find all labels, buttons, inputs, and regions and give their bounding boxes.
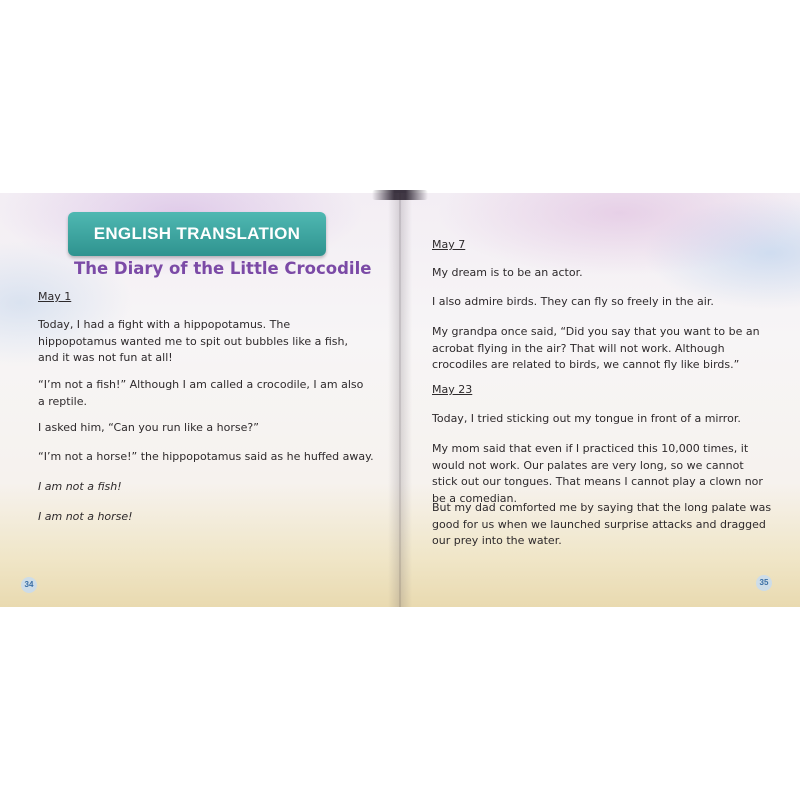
entry-date-may-1: May 1 — [38, 290, 72, 303]
story-title: The Diary of the Little Crocodile — [74, 259, 372, 278]
paragraph: Today, I had a fight with a hippopotamus. The hippopotamus wanted me to spit out bubbles like a fish, and it was not fun at all! — [38, 318, 348, 364]
right-page — [401, 193, 800, 607]
entry-date-may-23: May 23 — [432, 383, 473, 396]
italic-line: I am not a fish! — [38, 480, 122, 493]
paragraph: “I’m not a fish!” Although I am called a crocodile, I am also a reptile. — [38, 378, 364, 408]
paragraph: My mom said that even if I practiced this 10,000 times, it would not work. Our palates are very long, so we cannot stick out our tongues. That means I cannot play a clown nor be a comedian. — [432, 442, 763, 505]
page-number: 34 — [21, 577, 37, 593]
header-banner: ENGLISH TRANSLATION — [68, 212, 326, 256]
page-number: 35 — [756, 575, 772, 591]
book-spread — [0, 193, 800, 607]
entry-date-may-7: May 7 — [432, 238, 466, 251]
paragraph: “I’m not a horse!” the hippopotamus said as he huffed away. — [38, 450, 374, 463]
paragraph: I also admire birds. They can fly so freely in the air. — [432, 295, 714, 308]
italic-line: I am not a horse! — [38, 510, 133, 523]
left-page — [0, 193, 399, 607]
paragraph: Today, I tried sticking out my tongue in front of a mirror. — [432, 412, 741, 425]
paragraph: My grandpa once said, “Did you say that you want to be an acrobat flying in the air? That will not work. Although crocodiles are related to birds, we cannot fly like birds.” — [432, 325, 760, 371]
paragraph: But my dad comforted me by saying that the long palate was good for us when we launched surprise attacks and dragged our prey into the water. — [432, 501, 772, 547]
paragraph: I asked him, “Can you run like a horse?” — [38, 421, 259, 434]
paragraph: My dream is to be an actor. — [432, 266, 583, 279]
